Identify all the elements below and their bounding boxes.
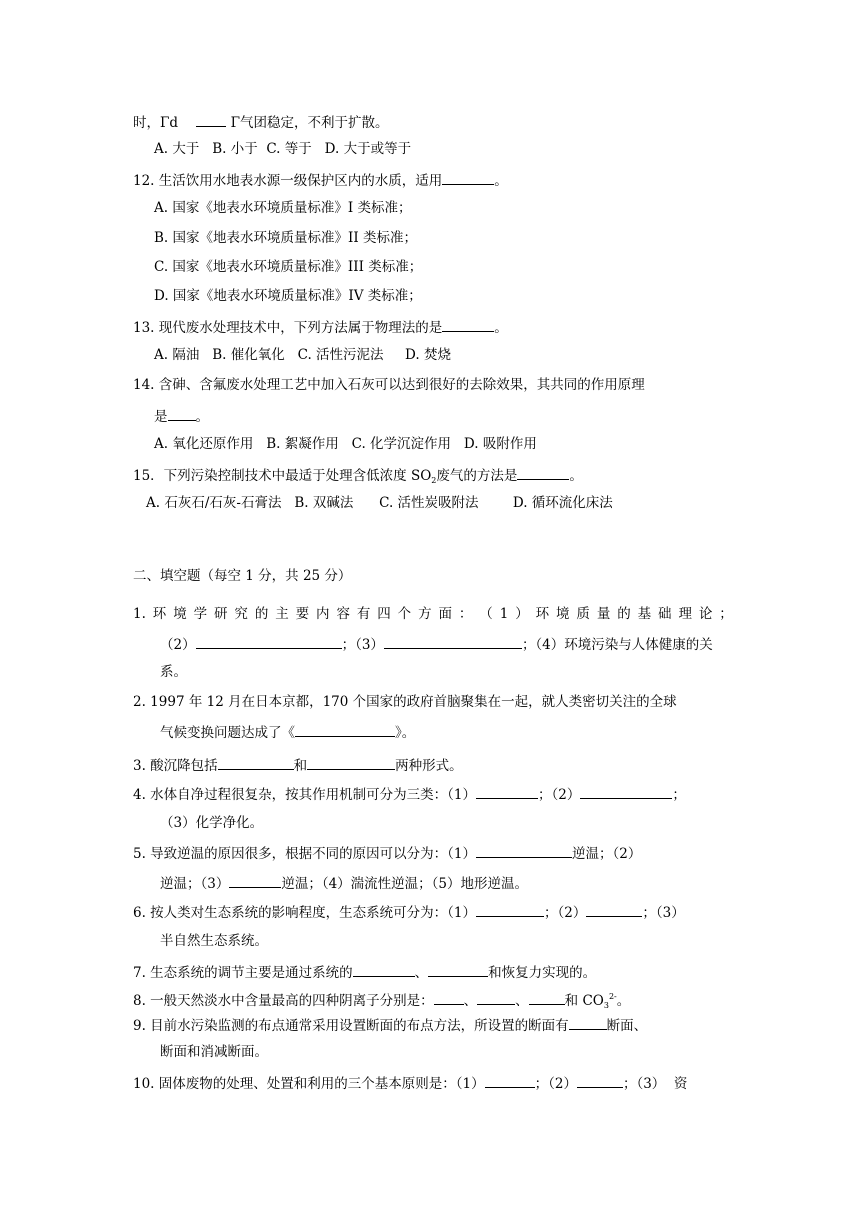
f10-text-d: 资	[673, 1076, 688, 1092]
f7-text-c: 和恢复力实现的。	[488, 965, 597, 981]
f1-line-1-char: ；	[719, 606, 733, 622]
q12-stem-text: 12. 生活饮用水地表水源一级保护区内的水质，适用	[133, 173, 443, 189]
f1-line-1-char: 理	[678, 606, 692, 622]
f8-text-b: 、	[463, 993, 478, 1009]
f10-text-b: ；（2）	[534, 1076, 577, 1092]
f1-line-1-char: 础	[658, 606, 672, 622]
answer-blank	[476, 784, 538, 799]
option-b: B. 小于	[212, 141, 258, 157]
f1-line-1-char: 基	[637, 606, 652, 622]
f5-text-c: 逆温；（3）	[160, 876, 230, 892]
question-14-options	[154, 435, 537, 453]
f1-line-1-char: 学	[193, 606, 208, 622]
option-a: A. 氧化还原作用	[154, 436, 254, 452]
answer-blank	[477, 990, 515, 1005]
f6-text-c: ；（3）	[642, 905, 685, 921]
f3-text-a: 3. 酸沉降包括	[133, 758, 218, 774]
fill-1-line-2	[160, 634, 713, 654]
section-heading: 二、填空题（每空 1 分，共 25 分）	[133, 568, 352, 584]
fill-4-line-1	[133, 784, 686, 804]
f1-line-1-char: 质	[576, 606, 590, 622]
f1-line-1-char: 的	[254, 606, 269, 622]
f8-text-e: 。	[616, 993, 631, 1009]
f2-text-a: 气候变换问题达成了《	[160, 725, 295, 741]
answer-blank	[295, 722, 395, 737]
q13-stem-text: 13. 现代废水处理技术中，下列方法属于物理法的是	[133, 320, 443, 336]
answer-blank	[196, 634, 342, 649]
fill-7	[133, 962, 596, 982]
answer-blank	[529, 990, 565, 1005]
question-12-option-d: D. 国家《地表水环境质量标准》IV 类标准；	[154, 288, 422, 304]
answer-blank	[307, 755, 395, 770]
option-b: B. 双碱法	[294, 495, 354, 511]
f5-text-b: 逆温；（2）	[572, 846, 642, 862]
f7-text-a: 7. 生态系统的调节主要是通过系统的	[133, 965, 353, 981]
f1-text-a: （2）	[160, 637, 196, 653]
f1-line-1-char: 环	[535, 606, 550, 622]
option-d: D. 循环流化床法	[512, 495, 613, 511]
f1-line-1-char: ）	[515, 606, 529, 622]
answer-blank	[353, 962, 415, 977]
answer-blank	[196, 112, 226, 127]
fill-4-line-2: （3）化学净化。	[160, 815, 264, 831]
fill-1-line-1	[133, 605, 733, 623]
question-12-option-c: C. 国家《地表水环境质量标准》III 类标准；	[154, 259, 423, 275]
f1-line-1-char: 1	[499, 606, 509, 622]
answer-blank	[384, 634, 522, 649]
f1-line-1-char: 要	[295, 606, 310, 622]
q15-stem-text: 15．下列污染控制技术中最适于处理含低浓度 SO	[133, 468, 432, 484]
answer-blank	[229, 873, 281, 888]
f6-text-b: ；（2）	[544, 905, 587, 921]
fill-9-line-1	[133, 1015, 647, 1035]
f1-line-1-char: 面	[438, 606, 452, 622]
option-b: B. 催化氧化	[212, 347, 285, 363]
f8-text-d: 和 CO	[564, 993, 604, 1009]
answer-blank	[577, 1073, 623, 1088]
option-c: C. 活性炭吸附法	[379, 495, 479, 511]
f4-text-a: 4. 水体自净过程很复杂，按其作用机制可分为三类：（1）	[133, 787, 477, 803]
answer-blank	[434, 990, 464, 1005]
f2-text-b: 》。	[395, 725, 416, 741]
f5-text-d: 逆温；（4）湍流性逆温；（5）地形逆温。	[281, 876, 529, 892]
f1-line-1-char: 方	[418, 606, 432, 622]
f1-line-1-char: 研	[214, 606, 228, 622]
option-a: A. 石灰石/石灰-石膏法	[146, 495, 282, 511]
question-15-options	[146, 494, 613, 512]
q13-end: 。	[494, 320, 508, 336]
f5-text-a: 5. 导致逆温的原因很多，根据不同的原因可以分为：（1）	[133, 846, 477, 862]
answer-blank	[428, 962, 488, 977]
answer-blank	[476, 843, 572, 858]
f1-line-1-char: 四	[377, 606, 391, 622]
f1-line-1-char: 有	[356, 606, 371, 622]
subscript: 3	[603, 1001, 609, 1010]
f1-line-1-char: 量	[596, 606, 611, 622]
f1-line-1-char: 究	[234, 606, 248, 622]
f10-text-a: 10. 固体废物的处理、处置和利用的三个基本原则是：（1）	[133, 1076, 485, 1092]
question-15-stem	[133, 465, 583, 490]
question-14-stem-continued	[154, 406, 209, 426]
q14-end: 。	[195, 409, 209, 425]
question-13-options	[154, 346, 451, 364]
f1-line-1-char: 主	[275, 606, 289, 622]
fill-6-line-1	[133, 902, 685, 922]
option-a: A. 大于	[154, 141, 200, 157]
question-12-option-b: B. 国家《地表水环境质量标准》II 类标准；	[154, 230, 417, 246]
f1-line-1-char: 1.	[133, 606, 146, 622]
question-13-stem	[133, 317, 508, 337]
f3-text-b: 和	[293, 758, 308, 774]
answer-blank	[442, 317, 494, 332]
f1-line-1-char: ：	[458, 606, 473, 622]
question-12-stem	[133, 170, 508, 190]
fill-8	[133, 988, 630, 1015]
answer-blank	[218, 755, 294, 770]
question-14-stem: 14. 含砷、含氟废水处理工艺中加入石灰可以达到很好的去除效果，其共同的作用原理	[133, 377, 645, 393]
option-b: B. 絮凝作用	[266, 436, 339, 452]
f8-text-a: 8. 一般天然淡水中含量最高的四种阴离子分别是：	[133, 993, 434, 1009]
f1-line-1-char: 的	[617, 606, 631, 622]
question-11-options	[154, 140, 411, 158]
answer-blank	[485, 1073, 535, 1088]
f1-line-1-char: 环	[152, 606, 167, 622]
option-c: C. 化学沉淀作用	[351, 436, 452, 452]
subscript: 2	[431, 476, 437, 485]
answer-blank	[517, 465, 569, 480]
fill-2-line-1: 2. 1997 年 12 月在日本京都，170 个国家的政府首脑聚集在一起，就人类密切关注的全球	[133, 694, 677, 710]
f1-line-1-char: （	[479, 606, 493, 622]
q11-text-b: Γ气团稳定，不利于扩散。	[230, 115, 389, 131]
f1-line-1-char: 境	[556, 606, 570, 622]
option-a: A. 隔油	[154, 347, 200, 363]
fill-3	[133, 755, 463, 775]
f1-line-1-char: 境	[173, 606, 187, 622]
superscript: 2-	[608, 992, 617, 1001]
option-c: C. 活性污泥法	[297, 347, 384, 363]
f9-text-a: 9. 目前水污染监测的布点通常采用设置断面的布点方法，所设置的断面有	[133, 1018, 569, 1034]
question-11-continuation	[133, 112, 388, 132]
option-d: D. 大于或等于	[324, 141, 412, 157]
answer-blank	[569, 1015, 607, 1030]
f1-text-c: ；（4）环境污染与人体健康的关	[521, 637, 713, 653]
answer-blank	[586, 902, 642, 917]
fill-1-line-3: 系。	[160, 664, 187, 680]
fill-5-line-1	[133, 843, 641, 863]
fill-6-line-2: 半自然生态系统。	[160, 933, 268, 949]
f4-text-b: ；（2）	[538, 787, 581, 803]
option-d: D. 吸附作用	[463, 436, 537, 452]
answer-blank	[476, 902, 544, 917]
f9-text-b: 断面、	[606, 1018, 648, 1034]
answer-blank	[442, 170, 494, 185]
f1-text-b: ；（3）	[341, 637, 384, 653]
f1-line-1-char: 个	[397, 606, 412, 622]
fill-2-line-2	[160, 722, 415, 742]
q11-text-a: 时，Γd	[133, 115, 179, 131]
f10-text-c: ；（3）	[622, 1076, 666, 1092]
f1-line-1-char: 论	[698, 606, 713, 622]
option-c: C. 等于	[266, 141, 312, 157]
fill-5-line-2	[160, 873, 528, 893]
f6-text-a: 6. 按人类对生态系统的影响程度，生态系统可分为：（1）	[133, 905, 477, 921]
f8-text-c: 、	[515, 993, 529, 1009]
f4-text-c: ；	[672, 787, 686, 803]
question-12-option-a: A. 国家《地表水环境质量标准》I 类标准；	[154, 200, 412, 216]
q14-cont-text: 是	[154, 409, 168, 425]
answer-blank	[580, 784, 672, 799]
option-d: D. 焚烧	[405, 347, 451, 363]
q15-end: 。	[569, 468, 583, 484]
fill-9-line-2: 断面和消减断面。	[160, 1044, 268, 1060]
fill-10	[133, 1073, 687, 1093]
f1-line-1-char: 内	[316, 606, 330, 622]
f1-line-1-char: 容	[336, 606, 350, 622]
f3-text-c: 两种形式。	[395, 758, 463, 774]
q12-end: 。	[494, 173, 508, 189]
q15-stem-text-b: 废气的方法是	[436, 468, 518, 484]
answer-blank	[168, 406, 196, 421]
f7-text-b: 、	[414, 965, 429, 981]
